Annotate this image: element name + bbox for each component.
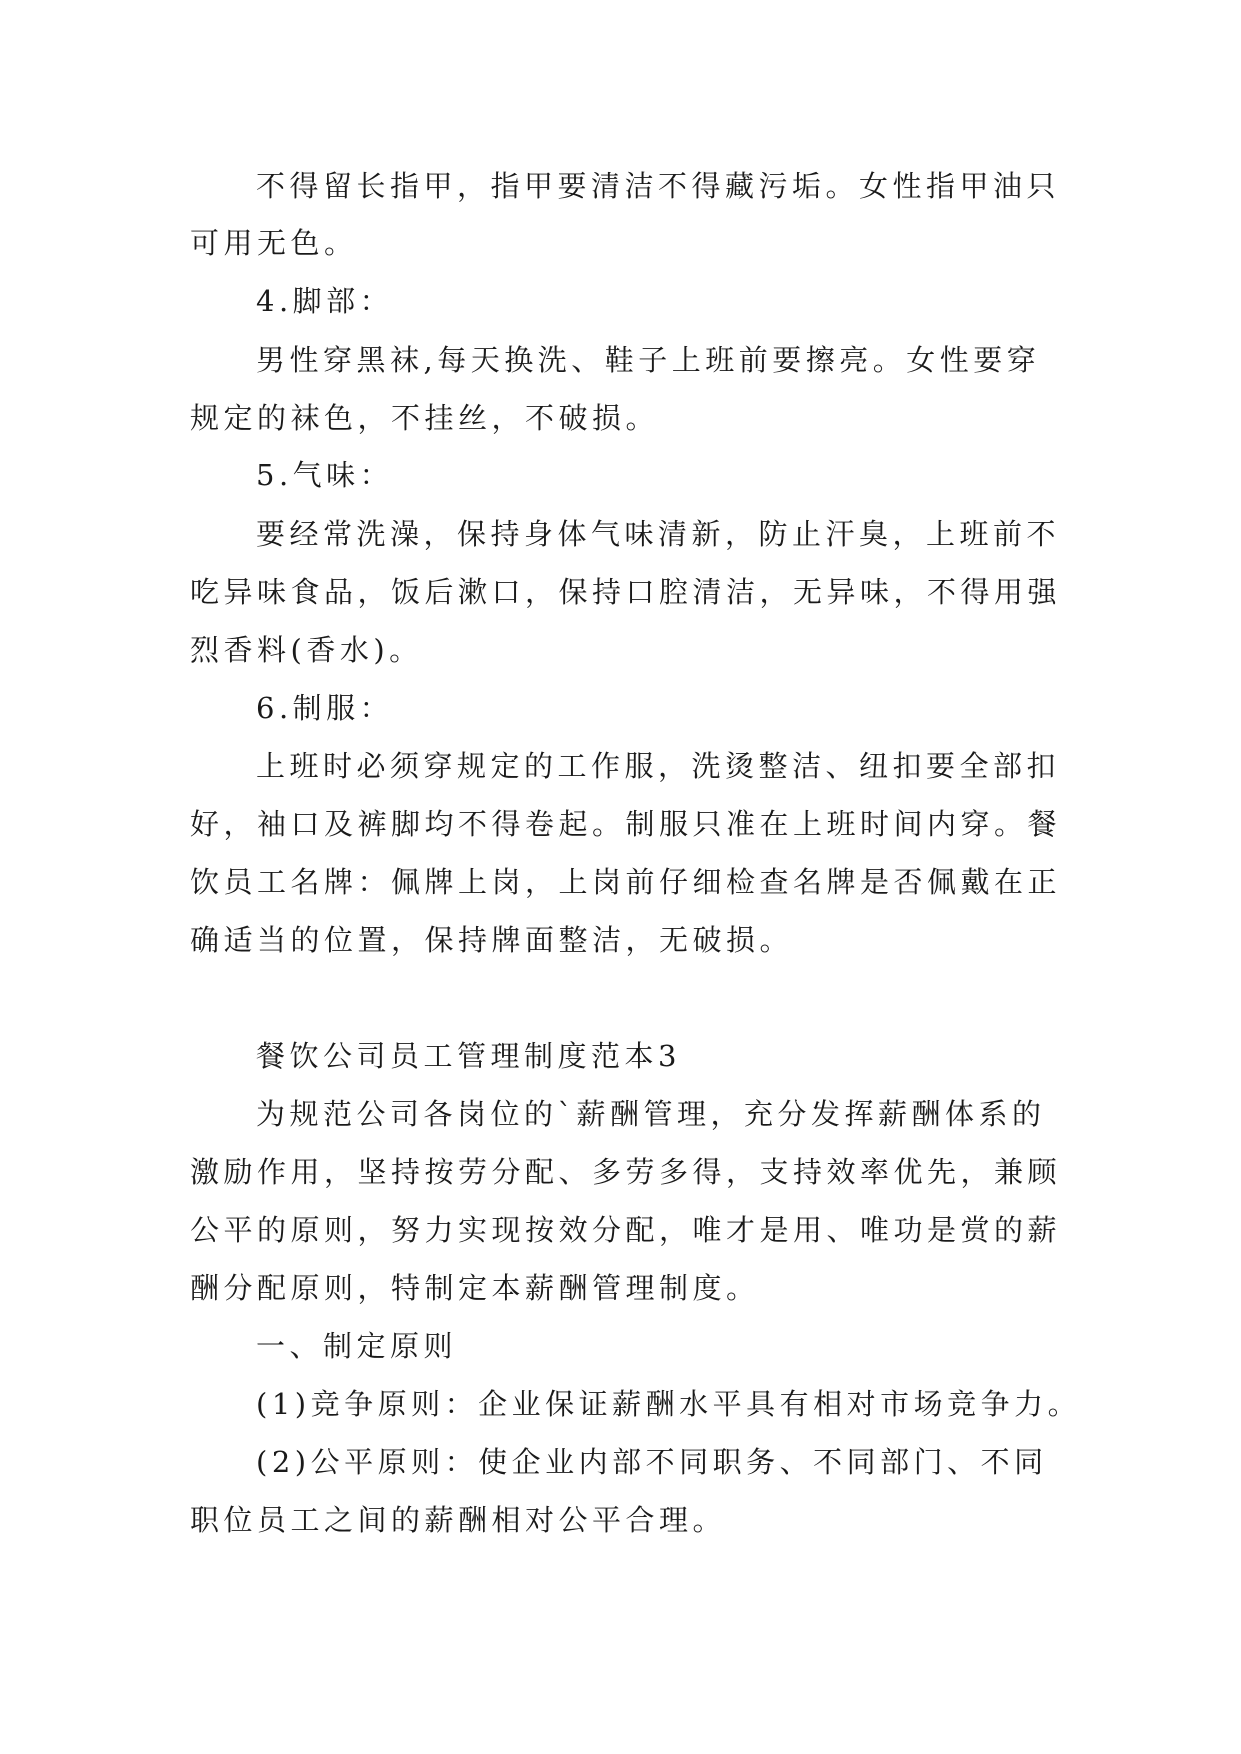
principle-item: (2)公平原则：使企业内部不同职务、不同部门、不同 (256, 1445, 1048, 1479)
paragraph-line: 饮员工名牌：佩牌上岗，上岗前仔细检查名牌是否佩戴在正 (190, 865, 1062, 899)
paragraph-line: 烈香料(香水)。 (190, 633, 423, 667)
paragraph-line: 激励作用，坚持按劳分配、多劳多得，支持效率优先，兼顾 (190, 1155, 1062, 1189)
paragraph-line: 公平的原则，努力实现按效分配，唯才是用、唯功是赏的薪 (190, 1213, 1062, 1247)
paragraph-line: 男性穿黑袜,每天换洗、鞋子上班前要擦亮。女性要穿 (256, 343, 1041, 377)
paragraph-line: 酬分配原则，特制定本薪酬管理制度。 (190, 1271, 760, 1305)
paragraph-line: 好，袖口及裤脚均不得卷起。制服只准在上班时间内穿。餐 (190, 807, 1062, 841)
paragraph-line: 为规范公司各岗位的`薪酬管理，充分发挥薪酬体系的 (256, 1097, 1046, 1131)
paragraph-line: 不得留长指甲，指甲要清洁不得藏污垢。女性指甲油只 (256, 169, 1061, 203)
paragraph-line: 规定的袜色，不挂丝，不破损。 (190, 401, 660, 435)
paragraph-line: 确适当的位置，保持牌面整洁，无破损。 (190, 923, 794, 957)
paragraph-line: 职位员工之间的薪酬相对公平合理。 (190, 1503, 727, 1537)
list-heading: 6.制服： (256, 691, 394, 725)
paragraph-line: 吃异味食品，饭后漱口，保持口腔清洁，无异味，不得用强 (190, 575, 1062, 609)
paragraph-line: 可用无色。 (190, 226, 358, 260)
section-title: 餐饮公司员工管理制度范本3 (256, 1039, 681, 1073)
list-heading: 4.脚部： (256, 284, 394, 318)
section-subheading: 一、制定原则 (256, 1329, 458, 1363)
principle-item: (1)竞争原则：企业保证薪酬水平具有相对市场竞争力。 (256, 1387, 1082, 1421)
paragraph-line: 上班时必须穿规定的工作服，洗烫整洁、纽扣要全部扣 (256, 749, 1061, 783)
paragraph-line: 要经常洗澡，保持身体气味清新，防止汗臭，上班前不 (256, 517, 1061, 551)
list-heading: 5.气味： (256, 458, 394, 492)
